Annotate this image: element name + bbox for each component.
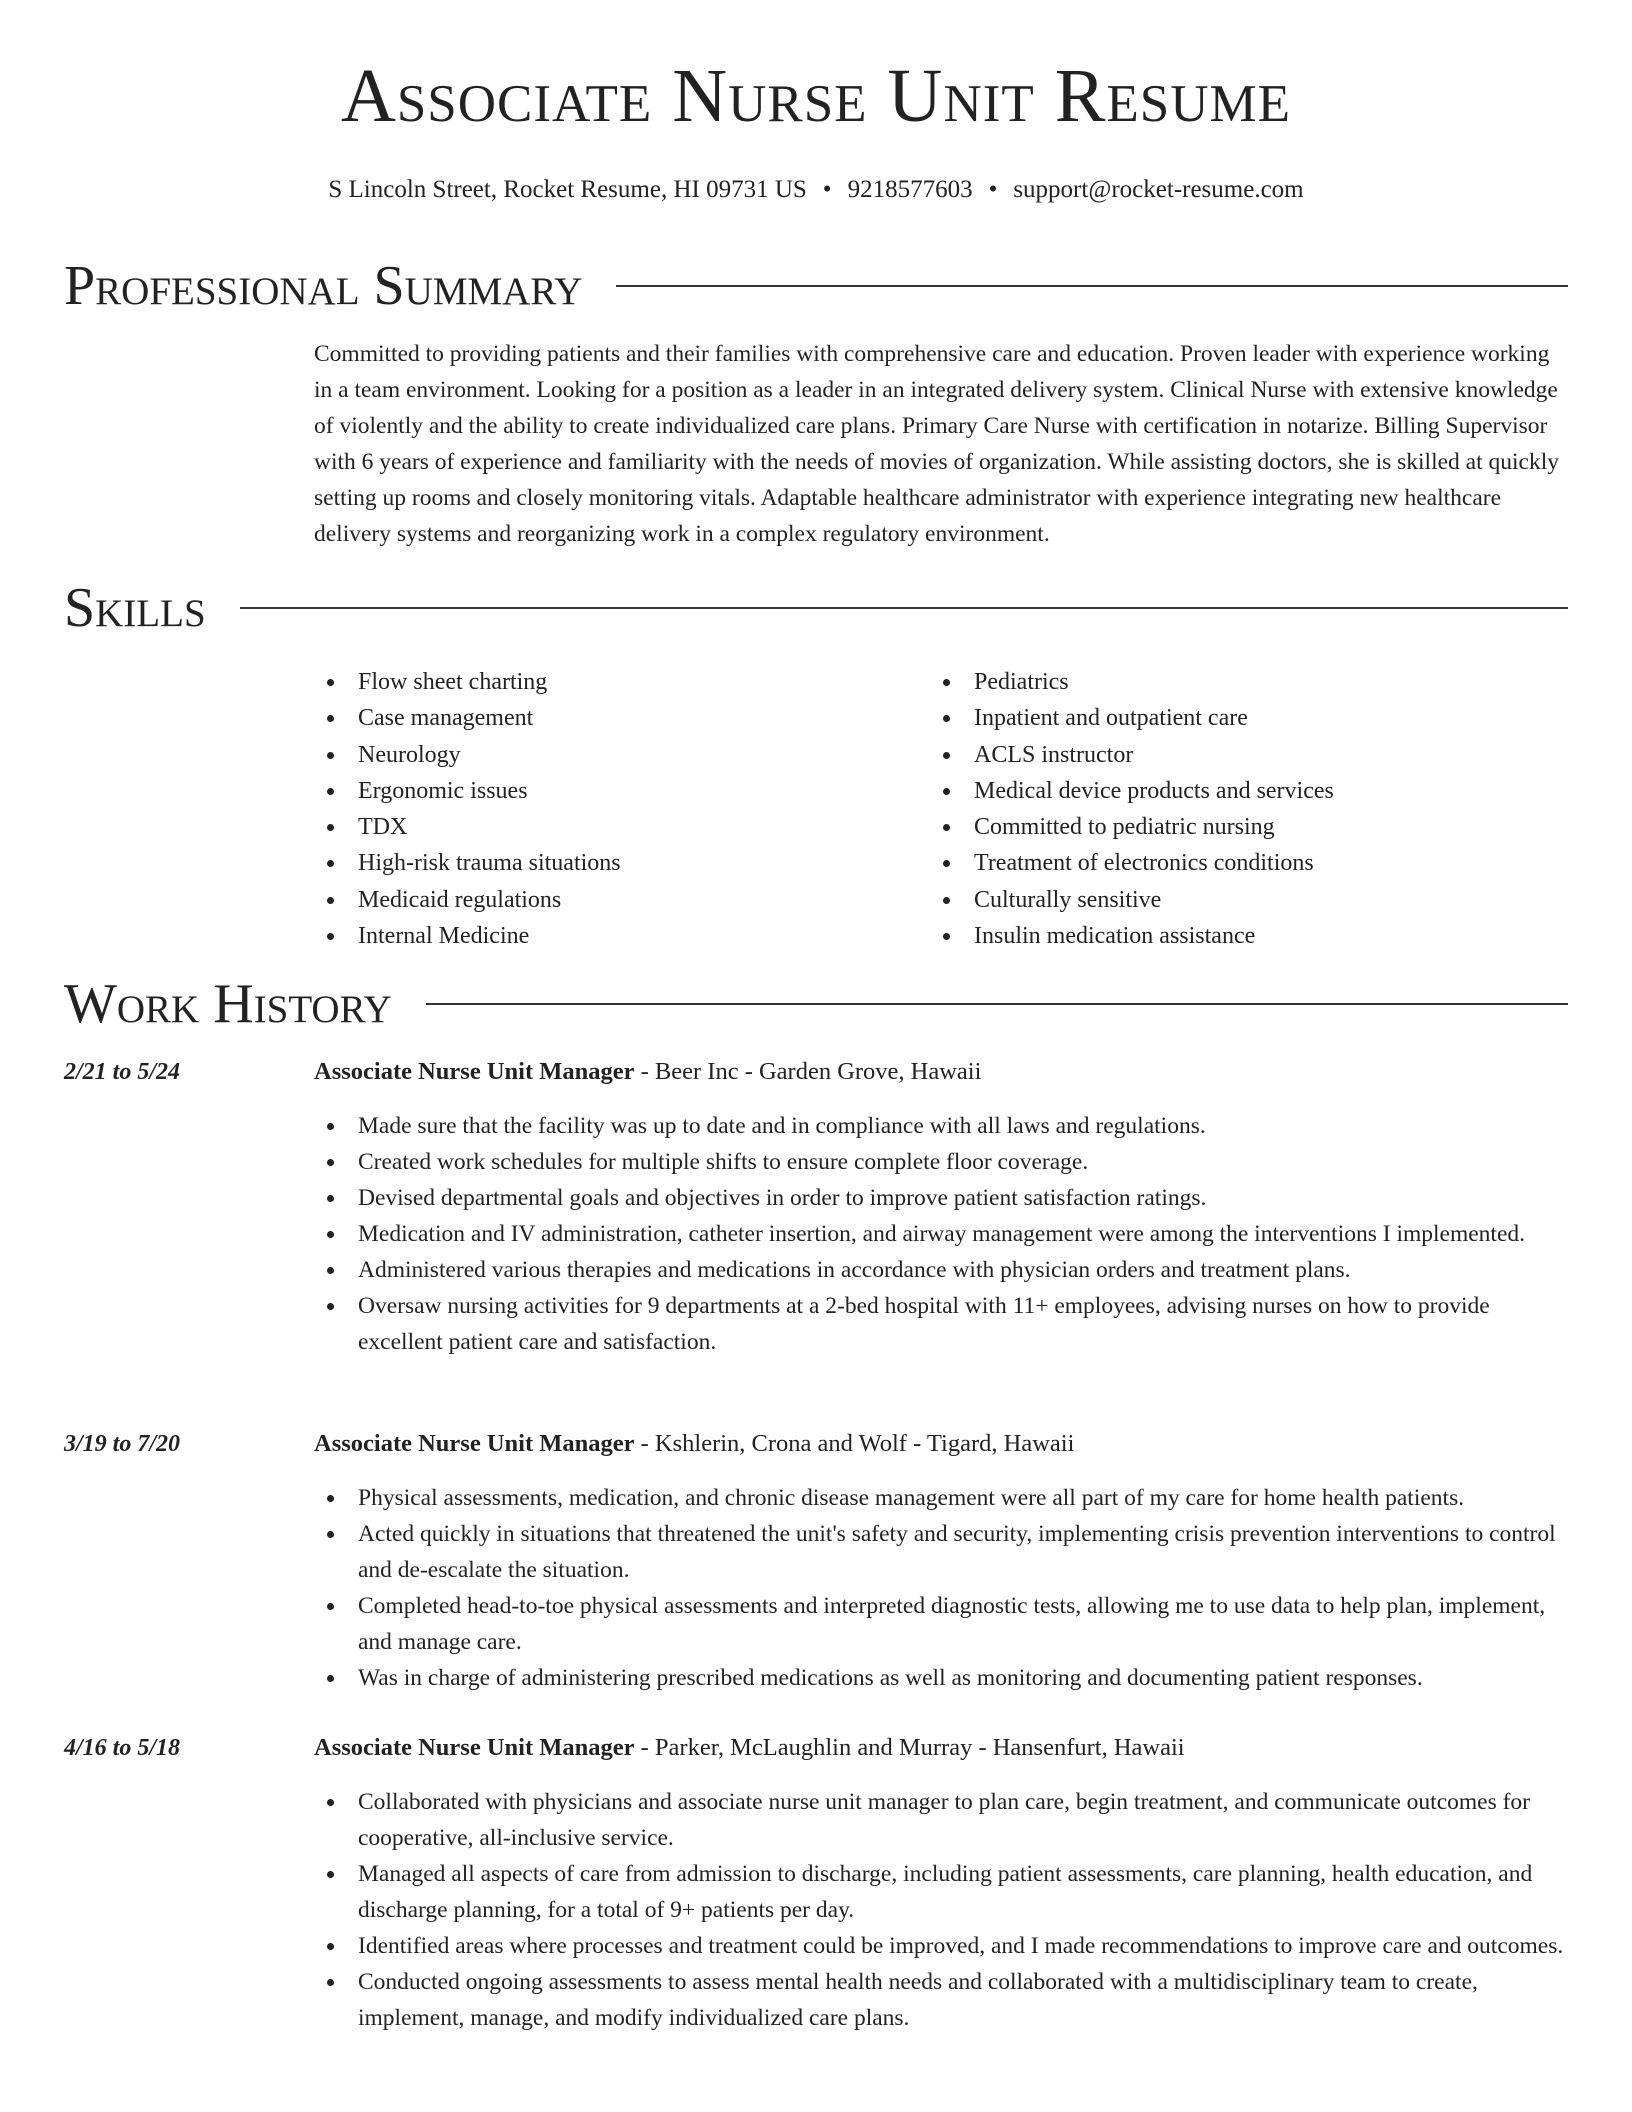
job-bullet: Acted quickly in situations that threatened the unit's safety and security, implementing crisis prevention interventions to control and de-escalate the situation. bbox=[314, 1516, 1568, 1588]
resume-name: Associate Nurse Unit Resume bbox=[340, 54, 1292, 138]
skill-item: TDX bbox=[314, 809, 874, 845]
summary-section-title: Professional Summary bbox=[64, 255, 583, 317]
summary-text: Committed to providing patients and their families with comprehensive care and education. Proven leader with experience working in a team environment. Looking for a position as a leader in an integrated delivery system. Clinical Nurse with extensive knowledge of violently and the ability to create individualized care plans. Primary Care Nurse with certification in notarize. Billing Supervisor with 6 years of experience and familiarity with the needs of movies of organization. While assisting doctors, she is skilled at quickly setting up rooms and closely monitoring vitals. Adaptable healthcare administrator with experience integrating new healthcare delivery systems and reorganizing work in a complex regulatory environment. bbox=[314, 341, 1559, 547]
job-bullet: Completed head-to-toe physical assessments and interpreted diagnostic tests, allowing me to use data to help plan, implement, and manage care. bbox=[314, 1588, 1568, 1660]
job-bullet: Medication and IV administration, catheter insertion, and airway management were among the interventions I implemented. bbox=[314, 1216, 1568, 1252]
job-dates: 3/19 to 7/20 bbox=[64, 1431, 181, 1457]
job-dates: 2/21 to 5/24 bbox=[64, 1059, 181, 1085]
skill-item: Ergonomic issues bbox=[314, 773, 874, 809]
job-role: Associate Nurse Unit Manager bbox=[314, 1430, 635, 1457]
contact-separator: • bbox=[988, 176, 998, 203]
job-employer: - Beer Inc - Garden Grove, Hawaii bbox=[634, 1058, 982, 1085]
contact-email: support@rocket-resume.com bbox=[1013, 176, 1304, 203]
job-heading bbox=[314, 1426, 1074, 1462]
job-bullet: Physical assessments, medication, and chronic disease management were all part of my care for home health patients. bbox=[314, 1480, 1568, 1516]
job-heading bbox=[314, 1054, 981, 1090]
job-bullet-list bbox=[314, 1108, 1568, 1360]
job-bullet: Identified areas where processes and treatment could be improved, and I made recommendations to improve care and outcomes. bbox=[314, 1928, 1568, 1964]
skill-item: Medical device products and services bbox=[930, 773, 1570, 809]
skill-item: Treatment of electronics conditions bbox=[930, 845, 1570, 881]
section-divider bbox=[616, 285, 1568, 287]
job-bullet: Created work schedules for multiple shifts to ensure complete floor coverage. bbox=[314, 1144, 1568, 1180]
job-bullet-list bbox=[314, 1784, 1568, 2036]
skills-section-header bbox=[64, 577, 1568, 639]
skills-section-title: Skills bbox=[64, 577, 206, 639]
contact-phone: 9218577603 bbox=[847, 176, 973, 203]
job-bullet: Devised departmental goals and objectives in order to improve patient satisfaction ratings. bbox=[314, 1180, 1568, 1216]
skill-item: Culturally sensitive bbox=[930, 882, 1570, 918]
skill-item: Neurology bbox=[314, 737, 874, 773]
skill-item: ACLS instructor bbox=[930, 737, 1570, 773]
job-role: Associate Nurse Unit Manager bbox=[314, 1058, 635, 1085]
job-bullet: Made sure that the facility was up to date and in compliance with all laws and regulations. bbox=[314, 1108, 1568, 1144]
contact-separator: • bbox=[822, 176, 832, 203]
section-divider bbox=[426, 1003, 1568, 1005]
job-bullet: Administered various therapies and medications in accordance with physician orders and treatment plans. bbox=[314, 1252, 1568, 1288]
section-divider bbox=[240, 607, 1568, 609]
job-dates: 4/16 to 5/18 bbox=[64, 1735, 181, 1761]
skill-item: Case management bbox=[314, 700, 874, 736]
job-bullet: Collaborated with physicians and associate nurse unit manager to plan care, begin treatment, and communicate outcomes for cooperative, all-inclusive service. bbox=[314, 1784, 1568, 1856]
skills-list-right bbox=[930, 664, 1570, 954]
job-bullet: Oversaw nursing activities for 9 departments at a 2-bed hospital with 11+ employees, advising nurses on how to provide excellent patient care and satisfaction. bbox=[314, 1288, 1568, 1360]
skills-list-left bbox=[314, 664, 874, 954]
work-section-title: Work History bbox=[64, 973, 392, 1035]
skill-item: Insulin medication assistance bbox=[930, 918, 1570, 954]
skill-item: Committed to pediatric nursing bbox=[930, 809, 1570, 845]
job-employer: - Kshlerin, Crona and Wolf - Tigard, Hawaii bbox=[634, 1430, 1075, 1457]
skill-item: Pediatrics bbox=[930, 664, 1570, 700]
skill-item: Flow sheet charting bbox=[314, 664, 874, 700]
job-heading bbox=[314, 1730, 1185, 1766]
job-bullet: Conducted ongoing assessments to assess mental health needs and collaborated with a multidisciplinary team to create, implement, manage, and modify individualized care plans. bbox=[314, 1964, 1568, 2036]
skill-item: Inpatient and outpatient care bbox=[930, 700, 1570, 736]
contact-line bbox=[0, 176, 1632, 204]
skill-item: Internal Medicine bbox=[314, 918, 874, 954]
job-employer: - Parker, McLaughlin and Murray - Hansenfurt, Hawaii bbox=[634, 1734, 1185, 1761]
work-section-header bbox=[64, 973, 1568, 1035]
skill-item: Medicaid regulations bbox=[314, 882, 874, 918]
job-bullet-list bbox=[314, 1480, 1568, 1696]
skill-item: High-risk trauma situations bbox=[314, 845, 874, 881]
job-bullet: Was in charge of administering prescribed medications as well as monitoring and documenting patient responses. bbox=[314, 1660, 1568, 1696]
contact-address: S Lincoln Street, Rocket Resume, HI 09731 US bbox=[328, 176, 807, 203]
job-role: Associate Nurse Unit Manager bbox=[314, 1734, 635, 1761]
job-bullet: Managed all aspects of care from admission to discharge, including patient assessments, care planning, health education, and discharge planning, for a total of 9+ patients per day. bbox=[314, 1856, 1568, 1928]
summary-section-header bbox=[64, 255, 1568, 317]
